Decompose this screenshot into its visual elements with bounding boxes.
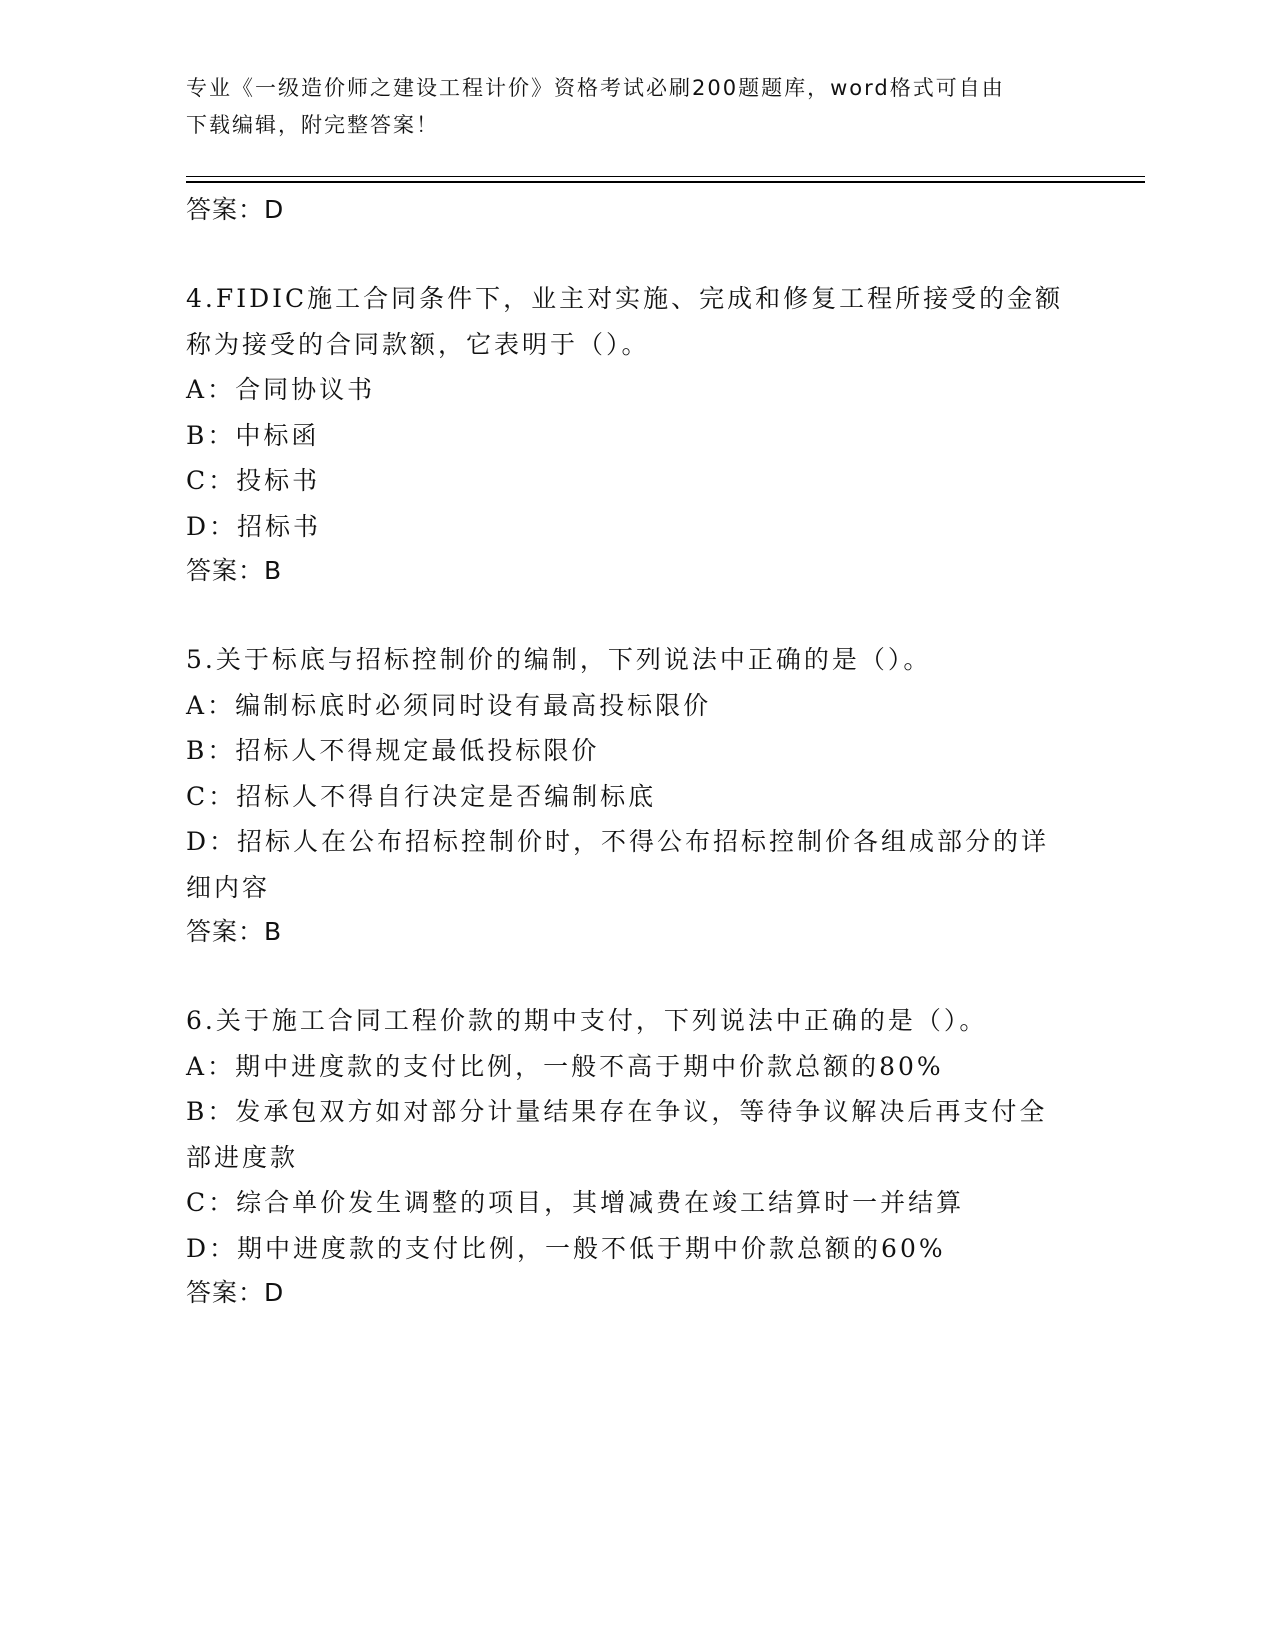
option-text: 综合单价发生调整的项目，其增减费在竣工结算时一并结算 [236,1188,965,1217]
option-key: C： [186,781,237,811]
option-c [186,458,1086,504]
header-rule-thick [186,181,1145,183]
option-key: B： [186,1097,236,1126]
option-d-continued: 细内容 [186,872,271,902]
option-key: A： [186,1051,236,1081]
option-d [186,504,1086,550]
option-key: A： [186,375,236,404]
question-stem: 5.关于标底与招标控制价的编制，下列说法中正确的是（）。 [186,645,932,674]
option-text: 发承包双方如对部分计量结果存在争议，等待争议解决后再支付全 [235,1097,1048,1126]
option-b [186,1089,1086,1135]
question-stem: 4.FIDIC施工合同条件下，业主对实施、完成和修复工程所接受的金额 [186,284,1064,313]
option-text: 招标书 [237,511,322,541]
option-key: C： [186,466,237,495]
header-line-2: 下载编辑，附完整答案！ [186,113,439,137]
question-answer: 答案：B [186,556,283,585]
question-6 [186,998,1086,1315]
option-text: 投标书 [236,466,321,495]
option-d [186,1226,1086,1272]
option-text: 中标函 [235,420,320,450]
option-key: D： [186,827,238,856]
page-header [186,70,1086,144]
question-5 [186,637,1086,954]
question-answer: 答案：D [186,1278,285,1307]
option-key: A： [186,690,236,720]
option-b-continued: 部进度款 [186,1142,299,1172]
question-stem: 6.关于施工合同工程价款的期中支付，下列说法中正确的是（）。 [186,1006,988,1035]
option-text: 招标人不得规定最低投标限价 [235,736,600,765]
option-text: 编制标底时必须同时设有最高投标限价 [235,690,712,720]
option-text: 招标人在公布招标控制价时，不得公布招标控制价各组成部分的详 [237,827,1050,856]
question-stem-continued: 称为接受的合同款额，它表明于（）。 [186,329,650,359]
option-c [186,1180,1086,1226]
option-d [186,819,1086,865]
document-body [186,188,1086,1315]
question-answer: 答案：B [186,917,283,946]
option-c [186,774,1086,820]
option-a [186,1044,1086,1090]
header-rule-thin [186,176,1145,177]
option-b [186,728,1086,774]
option-text: 期中进度款的支付比例，一般不低于期中价款总额的60% [237,1233,946,1263]
question-4 [186,276,1086,593]
option-text: 招标人不得自行决定是否编制标底 [236,781,657,811]
option-a [186,367,1086,413]
header-line-1: 专业《一级造价师之建设工程计价》资格考试必刷200题题库，word格式可自由 [186,76,1005,100]
option-text: 合同协议书 [235,375,376,404]
previous-question-answer: 答案：D [186,195,285,224]
option-key: D： [186,1233,238,1263]
option-key: D： [186,511,238,541]
option-a [186,683,1086,729]
option-key: B： [186,736,236,765]
option-key: B： [186,420,236,450]
option-text: 期中进度款的支付比例，一般不高于期中价款总额的80% [235,1051,944,1081]
option-b [186,413,1086,459]
option-key: C： [186,1188,237,1217]
